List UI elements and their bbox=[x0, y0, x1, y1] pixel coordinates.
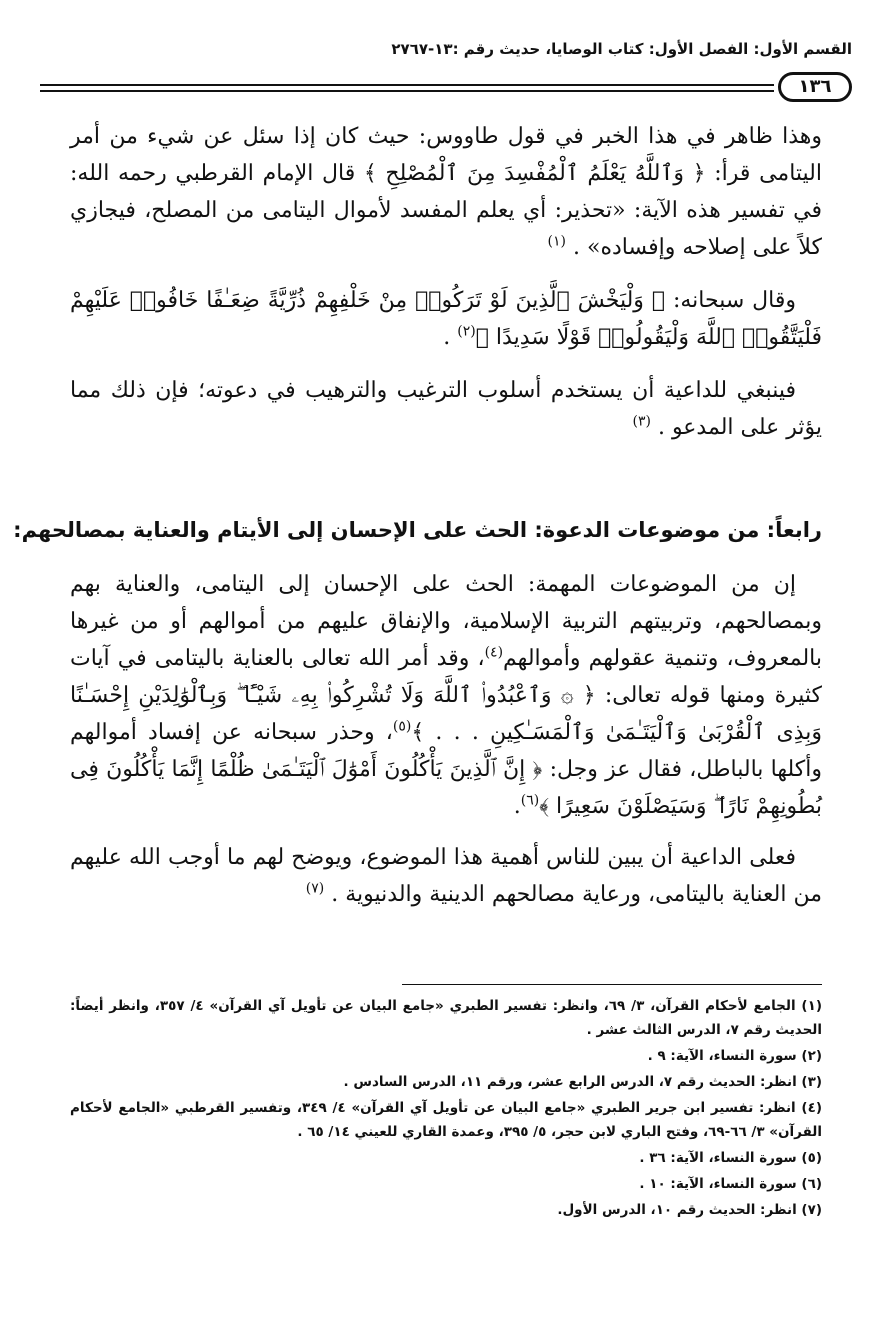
quran-verse: ﴿ وَلْيَخْشَ ٱلَّذِينَ لَوْ تَرَكُوا۟ مِنْ خَلْفِهِمْ ذُرِّيَّةً ضِعَـٰفًا خَافُوا۟ عَلَيْهِمْ فَلْيَتَّقُوا۟ ٱللَّهَ وَلْيَقُولُوا۟ قَوْلًا سَدِيدًا ﴾ bbox=[70, 288, 822, 350]
footnote: (٦) سورة النساء، الآية: ١٠ . bbox=[639, 1176, 822, 1192]
paragraph bbox=[70, 372, 822, 446]
page-number: ١٣٦ bbox=[778, 72, 852, 102]
paragraph bbox=[70, 566, 822, 825]
footnote-ref: (١) bbox=[547, 233, 566, 250]
text: ، وحذر سبحانه عن إفساد أموالهم وأكلها بالباطل، فقال عز وجل: bbox=[70, 720, 823, 782]
paragraph bbox=[70, 118, 822, 266]
footnote-ref: (٦) bbox=[520, 792, 540, 809]
body-text-top bbox=[70, 118, 822, 462]
header-rule bbox=[40, 84, 774, 92]
page-header bbox=[40, 18, 852, 98]
text: فينبغي للداعية أن يستخدم أسلوب الترغيب والترهيب في دعوته؛ فإن ذلك مما يؤثر على المدعو . bbox=[70, 378, 822, 440]
body-text-bottom bbox=[70, 566, 822, 927]
text: وقال سبحانه: bbox=[665, 288, 796, 313]
footnote-ref: (٤) bbox=[484, 644, 504, 661]
section-heading: رابعاً: من موضوعات الدعوة: الحث على الإحسان إلى الأيتام والعناية بمصالحهم: bbox=[13, 518, 822, 542]
footnote-separator bbox=[402, 984, 822, 985]
footnotes bbox=[70, 994, 822, 1224]
footnote-ref: (٣) bbox=[632, 413, 651, 430]
text: إن من الموضوعات المهمة: الحث على الإحسان إلى اليتامى، والعناية بهم وبمصالحهم، وتربيتهم التربية الإسلامية، والإنفاق عليهم من أموالهم أو من غيرها بالمعروف، وتنمية عقولهم وأموالهم bbox=[70, 572, 822, 671]
text: ، وقد أمر الله تعالى بالعناية باليتامى في آيات كثيرة ومنها قوله تعالى: bbox=[70, 646, 822, 708]
running-head: القسم الأول: الفصل الأول: كتاب الوصايا، حديث رقم :١٣-٢٧٦٧ bbox=[391, 40, 852, 58]
quran-verse: ﴿ وَٱللَّهُ يَعْلَمُ ٱلْمُفْسِدَ مِنَ ٱلْمُصْلِحِ ﴾ bbox=[363, 161, 706, 186]
footnote: (١) الجامع لأحكام القرآن، ٣/ ٦٩، وانظر: تفسير الطبري «جامع البيان عن تأويل آي القرآن» ٤/ ٣٥٧، وانظر أيضاً: الحديث رقم ٧، الدرس الثالث عشر . bbox=[70, 998, 822, 1038]
text: فعلى الداعية أن يبين للناس أهمية هذا الموضوع، ويوضح لهم ما أوجب الله عليهم من العناية باليتامى، ورعاية مصالحهم الدينية والدنيوية . bbox=[70, 845, 822, 907]
text: . bbox=[513, 794, 521, 819]
text: قال الإمام القرطبي رحمه الله: في تفسير هذه الآية: «تحذير: أي يعلم المفسد لأموال اليتامى من المصلح، فيجازي كلاً على إصلاحه وإفساده» . bbox=[70, 161, 822, 260]
quran-verse: ﴿ ۞ وَٱعْبُدُوا۟ ٱللَّهَ وَلَا تُشْرِكُوا۟ بِهِۦ شَيْـًٔا ۖ وَبِٱلْوَٰلِدَيْنِ إِحْسَـٰنًا وَبِذِى ٱلْقُرْبَىٰ وَٱلْيَتَـٰمَىٰ وَٱلْمَسَـٰكِينِ . . . ﴾ bbox=[70, 683, 822, 745]
footnote-ref: (٢) bbox=[457, 323, 476, 340]
footnote-ref: (٥) bbox=[392, 718, 412, 735]
footnote: (٧) انظر: الحديث رقم ١٠، الدرس الأول. bbox=[557, 1202, 822, 1218]
quran-verse: ﴿ إِنَّ ٱلَّذِينَ يَأْكُلُونَ أَمْوَٰلَ ٱلْيَتَـٰمَىٰ ظُلْمًا إِنَّمَا يَأْكُلُونَ فِى بُطُونِهِمْ نَارًا ۖ وَسَيَصْلَوْنَ سَعِيرًا ﴾ bbox=[70, 757, 822, 819]
text: وهذا ظاهر في هذا الخبر في قول طاووس: حيث كان إذا سئل عن شيء من أمر اليتامى قرأ: bbox=[70, 124, 823, 186]
footnote: (٤) انظر: تفسير ابن جرير الطبري «جامع البيان عن تأويل آي القرآن» ٤/ ٣٤٩، وتفسير القرطبي «الجامع لأحكام القرآن» ٣/ ٦٦-٦٩، وفتح الباري لابن حجر، ٥/ ٣٩٥، وعمدة القاري للعيني ١٤/ ٦٥ . bbox=[70, 1100, 822, 1140]
paragraph bbox=[70, 839, 822, 913]
paragraph bbox=[70, 282, 822, 356]
footnote-ref: (٧) bbox=[305, 880, 325, 897]
text: . bbox=[443, 325, 458, 350]
footnote: (٢) سورة النساء، الآية: ٩ . bbox=[647, 1048, 822, 1064]
footnote: (٣) انظر: الحديث رقم ٧، الدرس الرابع عشر، ورقم ١١، الدرس السادس . bbox=[343, 1074, 822, 1090]
footnote: (٥) سورة النساء، الآية: ٣٦ . bbox=[639, 1150, 822, 1166]
